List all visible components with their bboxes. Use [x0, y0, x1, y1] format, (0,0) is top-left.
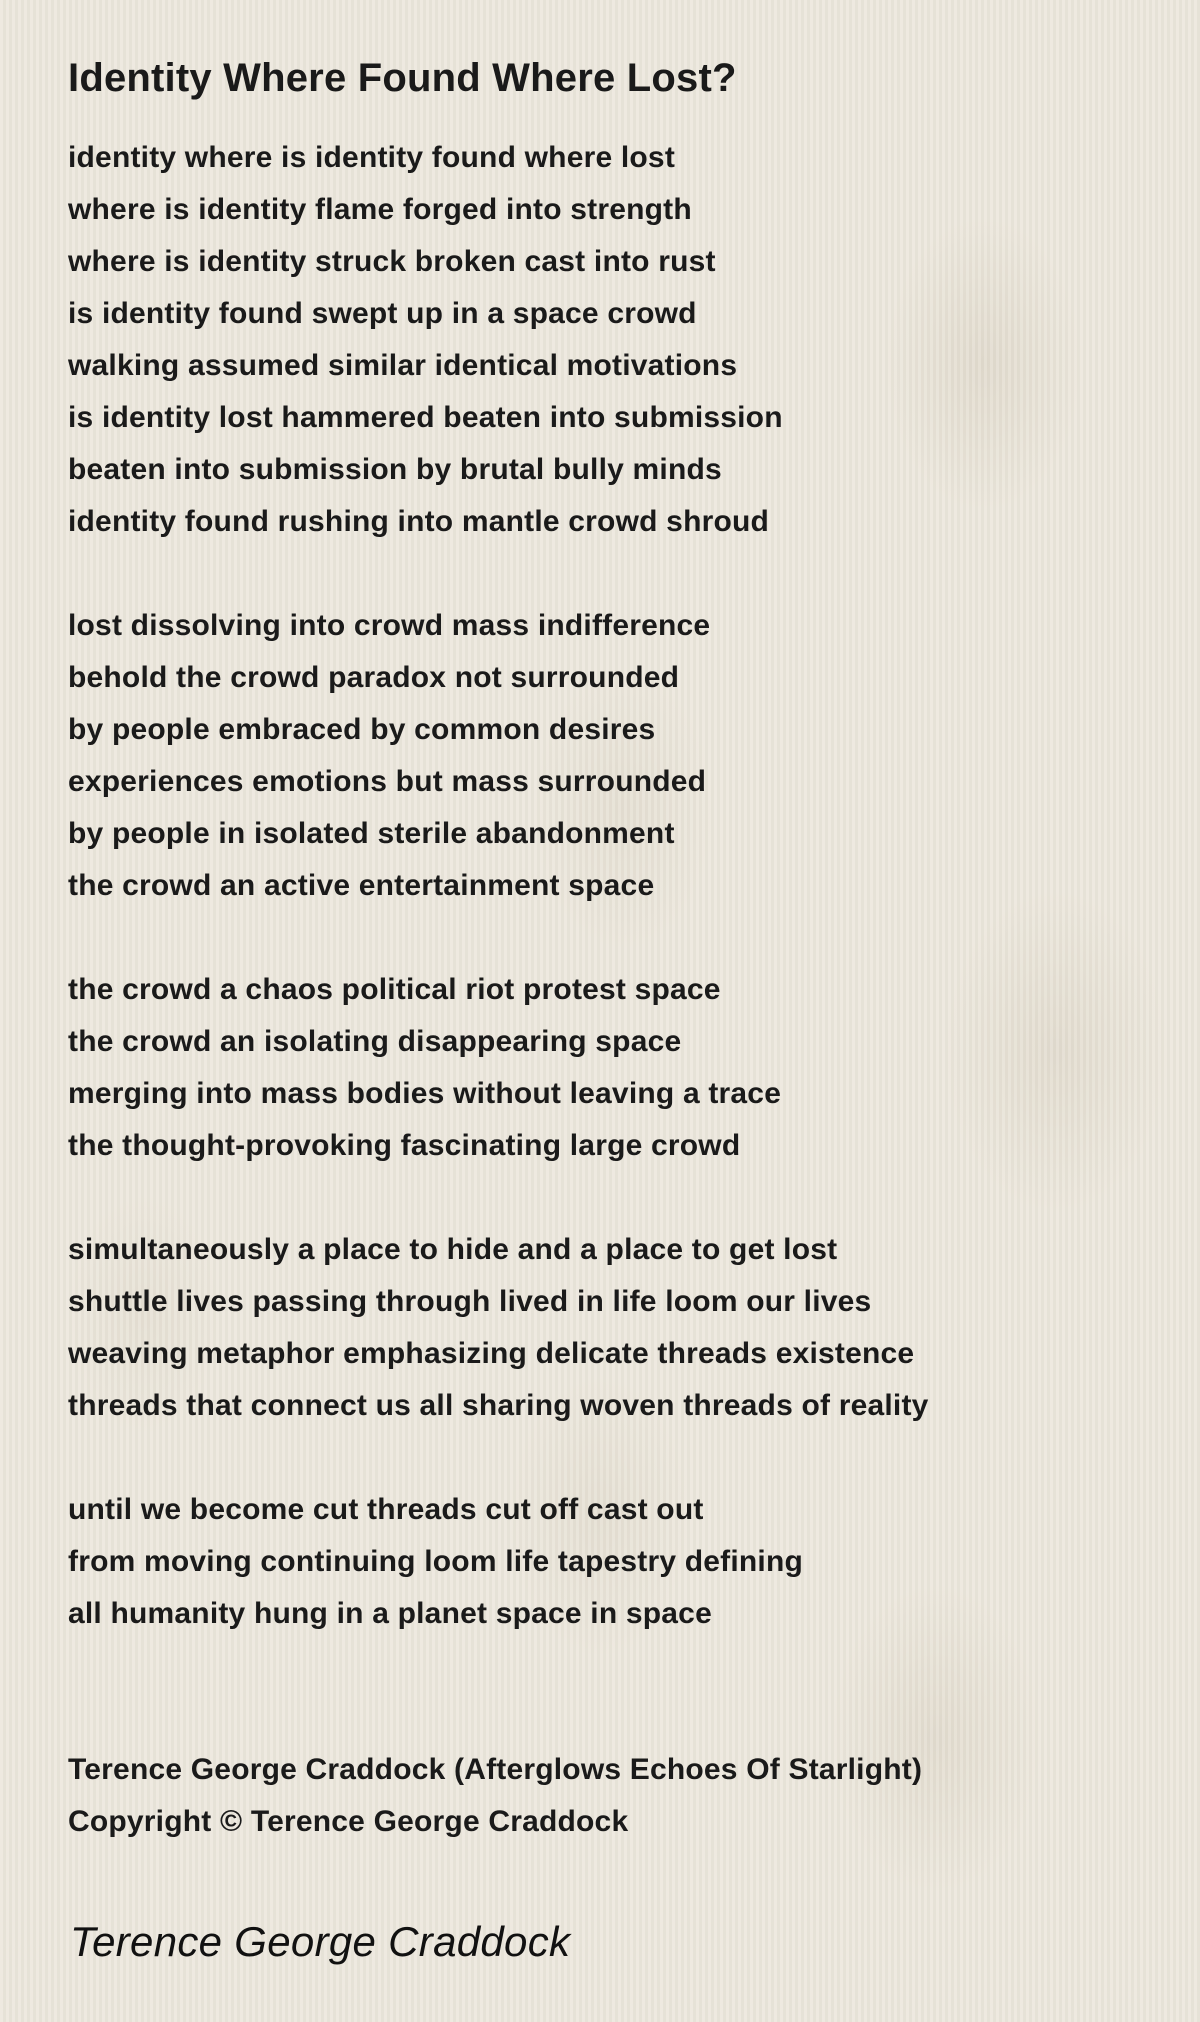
poem-line: identity where is identity found where lost [68, 141, 676, 174]
poem-line: where is identity struck broken cast into rust [68, 245, 716, 278]
poem-line: threads that connect us all sharing woven threads of reality [68, 1389, 929, 1422]
poem-page [68, 50, 1148, 1848]
poem-line: shuttle lives passing through lived in life loom our lives [68, 1285, 872, 1318]
poem-line: simultaneously a place to hide and a place to get lost [68, 1233, 838, 1266]
poem-line: identity found rushing into mantle crowd shroud [68, 505, 770, 538]
author-signature: Terence George Craddock [70, 1918, 571, 1965]
poem-line: all humanity hung in a planet space in space [68, 1597, 712, 1630]
stanza-4 [68, 1224, 1148, 1432]
poem-line: beaten into submission by brutal bully minds [68, 453, 722, 486]
poem-line: is identity found swept up in a space crowd [68, 297, 697, 330]
poem-line: behold the crowd paradox not surrounded [68, 661, 680, 694]
poem-line: experiences emotions but mass surrounded [68, 765, 707, 798]
poem-line: the crowd an active entertainment space [68, 869, 655, 902]
poem-line: weaving metaphor emphasizing delicate threads existence [68, 1337, 915, 1370]
poem-line: until we become cut threads cut off cast out [68, 1493, 704, 1526]
poem-credits [68, 1744, 1148, 1848]
poem-line: the crowd an isolating disappearing space [68, 1025, 682, 1058]
poem-title: Identity Where Found Where Lost? [68, 56, 737, 100]
poem-line: merging into mass bodies without leaving a trace [68, 1077, 782, 1110]
copyright-notice: Copyright © Terence George Craddock [68, 1805, 629, 1838]
poem-line: where is identity flame forged into strength [68, 193, 692, 226]
stanza-3 [68, 964, 1148, 1172]
poem-line: by people in isolated sterile abandonment [68, 817, 675, 850]
poem-line: the thought-provoking fascinating large crowd [68, 1129, 741, 1162]
poem-line: is identity lost hammered beaten into submission [68, 401, 783, 434]
stanza-2 [68, 600, 1148, 912]
poem-line: by people embraced by common desires [68, 713, 656, 746]
poem-line: walking assumed similar identical motivations [68, 349, 738, 382]
poem-line: the crowd a chaos political riot protest space [68, 973, 721, 1006]
poem-body [68, 132, 1148, 1640]
poem-line: lost dissolving into crowd mass indifference [68, 609, 711, 642]
poem-line: from moving continuing loom life tapestry defining [68, 1545, 804, 1578]
author-attribution: Terence George Craddock (Afterglows Echoes Of Starlight) [68, 1753, 923, 1786]
stanza-1 [68, 132, 1148, 548]
stanza-5 [68, 1484, 1148, 1640]
